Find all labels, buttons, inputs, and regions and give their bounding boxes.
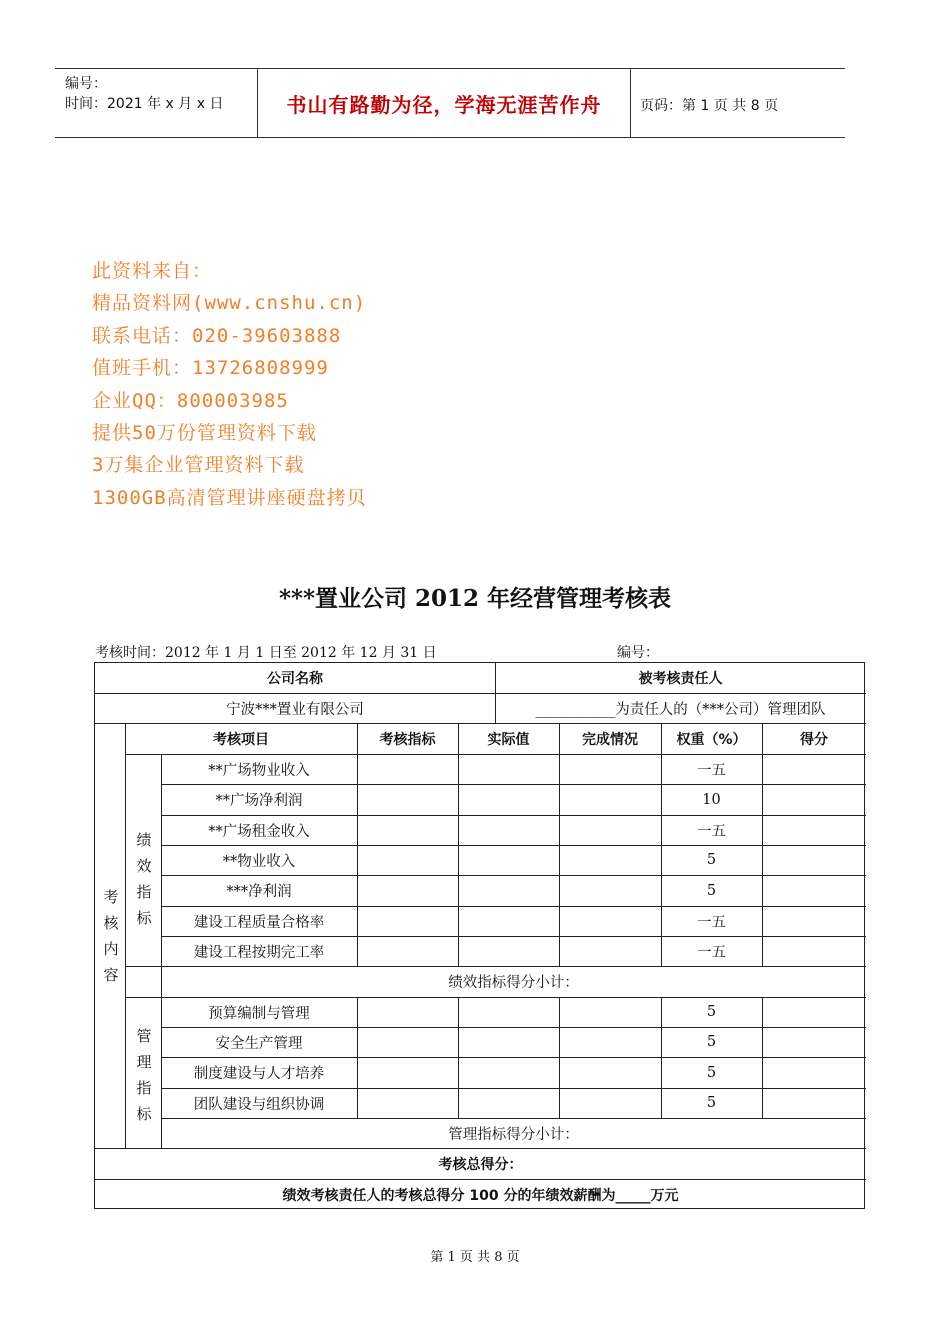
page-header bbox=[55, 68, 845, 138]
ad-line: 值班手机：13726808999 bbox=[92, 357, 329, 380]
mgmt-item: 团队建设与组织协调 bbox=[193, 1096, 325, 1113]
document-title: ***置业公司 2012 年经营管理考核表 bbox=[278, 585, 672, 612]
performance-group-label bbox=[134, 827, 154, 931]
perf-item: **物业收入 bbox=[222, 853, 296, 870]
responsible-header: 被考核责任人 bbox=[638, 671, 723, 687]
col-header-completion: 完成情况 bbox=[582, 731, 638, 748]
ad-line: 此资料来自： bbox=[92, 260, 213, 282]
assessment-period: 考核时间：2012 年 1 月 1 日至 2012 年 12 月 31 日 bbox=[95, 645, 437, 661]
perf-item: 建设工程质量合格率 bbox=[193, 914, 325, 931]
total-score: 考核总得分： bbox=[438, 1156, 523, 1173]
col-header-weight: 权重（%） bbox=[676, 731, 747, 748]
assessment-table bbox=[94, 662, 865, 1209]
perf-weight: 一五 bbox=[697, 914, 726, 931]
perf-subtotal: 绩效指标得分小计： bbox=[448, 975, 579, 991]
ad-line: 提供50万份管理资料下载 bbox=[92, 421, 317, 444]
ad-line: 联系电话：020-39603888 bbox=[92, 324, 342, 347]
perf-item: **广场净利润 bbox=[215, 793, 303, 809]
col-header-item: 考核项目 bbox=[213, 731, 269, 748]
perf-weight: 一五 bbox=[697, 823, 726, 840]
mgmt-subtotal: 管理指标得分小计： bbox=[448, 1126, 579, 1143]
mgmt-weight: 5 bbox=[706, 1034, 717, 1050]
responsible-value: ___________为责任人的（***公司）管理团队 bbox=[535, 701, 826, 718]
company-name-value: 宁波***置业有限公司 bbox=[226, 701, 364, 718]
perf-weight: 5 bbox=[706, 852, 717, 868]
perf-weight: 一五 bbox=[697, 944, 726, 961]
mgmt-weight: 5 bbox=[706, 1095, 717, 1111]
mgmt-weight: 5 bbox=[706, 1064, 717, 1081]
perf-item: 建设工程按期完工率 bbox=[193, 944, 325, 961]
perf-item: **广场物业收入 bbox=[208, 762, 310, 779]
ad-line: 企业QQ：800003985 bbox=[92, 389, 289, 412]
mgmt-item: 预算编制与管理 bbox=[208, 1005, 310, 1022]
perf-weight: 5 bbox=[706, 882, 717, 899]
col-header-score: 得分 bbox=[800, 731, 828, 748]
mgmt-label-text: 管理指标 bbox=[136, 1027, 152, 1123]
salary-statement: 绩效考核责任人的考核总得分 100 分的年绩效薪酬为_____万元 bbox=[282, 1187, 679, 1204]
header-number: 编号： bbox=[65, 76, 107, 92]
header-motto: 书山有路勤为径，学海无涯苦作舟 bbox=[257, 69, 631, 137]
ad-line: 3万集企业管理资料下载 bbox=[92, 454, 305, 477]
header-page-info: 页码：第 1 页 共 8 页 bbox=[640, 98, 779, 114]
mgmt-item: 安全生产管理 bbox=[215, 1035, 303, 1052]
col-header-indicator: 考核指标 bbox=[379, 731, 436, 748]
perf-item: **广场租金收入 bbox=[208, 823, 310, 840]
company-name-header: 公司名称 bbox=[267, 671, 323, 687]
ad-line: 精品资料网(www.cnshu.cn) bbox=[92, 292, 367, 315]
col-header-actual: 实际值 bbox=[487, 731, 530, 748]
mgmt-item: 制度建设与人才培养 bbox=[193, 1066, 325, 1082]
perf-weight: 一五 bbox=[697, 762, 726, 779]
mgmt-weight: 5 bbox=[706, 1004, 717, 1020]
header-meta bbox=[55, 69, 257, 137]
management-group-label bbox=[134, 1023, 154, 1127]
perf-item: ***净利润 bbox=[226, 884, 292, 900]
perf-label-text: 绩效指标 bbox=[136, 831, 152, 927]
content-label bbox=[101, 884, 121, 988]
page-footer: 第 1 页 共 8 页 bbox=[430, 1250, 520, 1265]
document-number: 编号： bbox=[617, 645, 659, 661]
source-info bbox=[92, 255, 367, 514]
header-time: 时间：2021 年 x 月 x 日 bbox=[65, 96, 224, 112]
content-label-text: 考核内容 bbox=[103, 888, 119, 984]
ad-line: 1300GB高清管理讲座硬盘拷贝 bbox=[92, 486, 367, 509]
perf-weight: 10 bbox=[702, 791, 721, 808]
